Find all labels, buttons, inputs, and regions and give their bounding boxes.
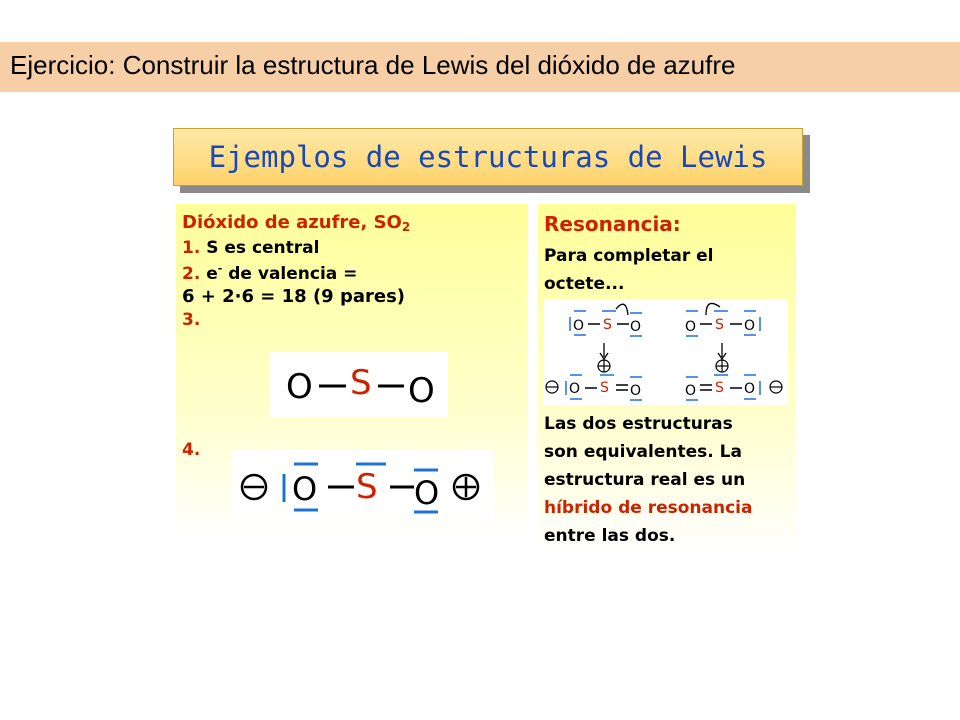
conclusion-line-4: híbrido de resonancia xyxy=(544,498,753,518)
resA-top-o2: O xyxy=(630,319,642,335)
step-2-number: 2. xyxy=(182,264,201,284)
resB-bot-o1: O xyxy=(685,383,697,399)
header-banner xyxy=(173,128,803,186)
resonance-svg xyxy=(544,299,788,405)
resA-bot-o1: O xyxy=(569,381,581,397)
step-2-text: de valencia = xyxy=(228,264,358,284)
final-o-left: O xyxy=(292,470,318,508)
conclusion-line-1: Las dos estructuras xyxy=(544,414,733,434)
step-2 xyxy=(182,262,357,284)
resB-top-o1: O xyxy=(685,319,697,335)
conclusion-line-2: son equivalentes. La xyxy=(544,442,742,462)
step-1 xyxy=(182,238,319,258)
resB-bot-s: S xyxy=(715,380,724,396)
final-s: S xyxy=(356,467,378,507)
resonance-heading: Resonancia: xyxy=(544,212,681,236)
so2-heading-subscript: 2 xyxy=(401,220,411,234)
slide-title-bar xyxy=(0,42,960,92)
skeleton-structure-svg xyxy=(270,352,448,418)
step-4-number: 4. xyxy=(182,440,201,460)
resonance-intro-2: octete... xyxy=(544,274,625,294)
resB-arrow-curve xyxy=(706,303,720,315)
final-lewis-structure xyxy=(232,450,494,522)
resA-top-s: S xyxy=(603,317,612,333)
resB-top-o2: O xyxy=(744,318,756,334)
resA-bot-o2: O xyxy=(630,383,642,399)
resB-top-s: S xyxy=(715,317,724,333)
skeleton-s: S xyxy=(350,363,372,403)
step-2-superscript: - xyxy=(217,262,223,275)
skeleton-o-left: O xyxy=(286,367,313,407)
resA-bot-s: S xyxy=(600,380,609,396)
so2-heading xyxy=(182,212,410,234)
slide-title: Ejercicio: Construir la estructura de Lewis del dióxido de azufre xyxy=(10,50,736,80)
so2-heading-text: Dióxido de azufre, SO xyxy=(182,212,402,233)
resB-bot-o2: O xyxy=(744,381,756,397)
conclusion-line-3: estructura real es un xyxy=(544,470,746,490)
skeleton-structure xyxy=(270,352,448,418)
final-lewis-svg xyxy=(232,450,494,522)
conclusion-line-5: entre las dos. xyxy=(544,526,676,546)
resonance-intro-1: Para completar el xyxy=(544,246,714,266)
step-1-number: 1. xyxy=(182,238,201,258)
resA-arrow-curve xyxy=(616,304,628,315)
resA-top-o1: O xyxy=(573,318,585,334)
step-2-calc: 6 + 2·6 = 18 (9 pares) xyxy=(182,286,406,307)
header-title: Ejemplos de estructuras de Lewis xyxy=(208,140,768,174)
resonance-panel xyxy=(538,204,796,552)
resonance-diagram xyxy=(544,299,788,405)
final-o-right: O xyxy=(414,474,440,512)
skeleton-o-right: O xyxy=(408,371,435,411)
step-2-electron: e xyxy=(206,264,218,284)
step-1-text: S es central xyxy=(206,238,320,258)
step-3-number: 3. xyxy=(182,310,201,330)
